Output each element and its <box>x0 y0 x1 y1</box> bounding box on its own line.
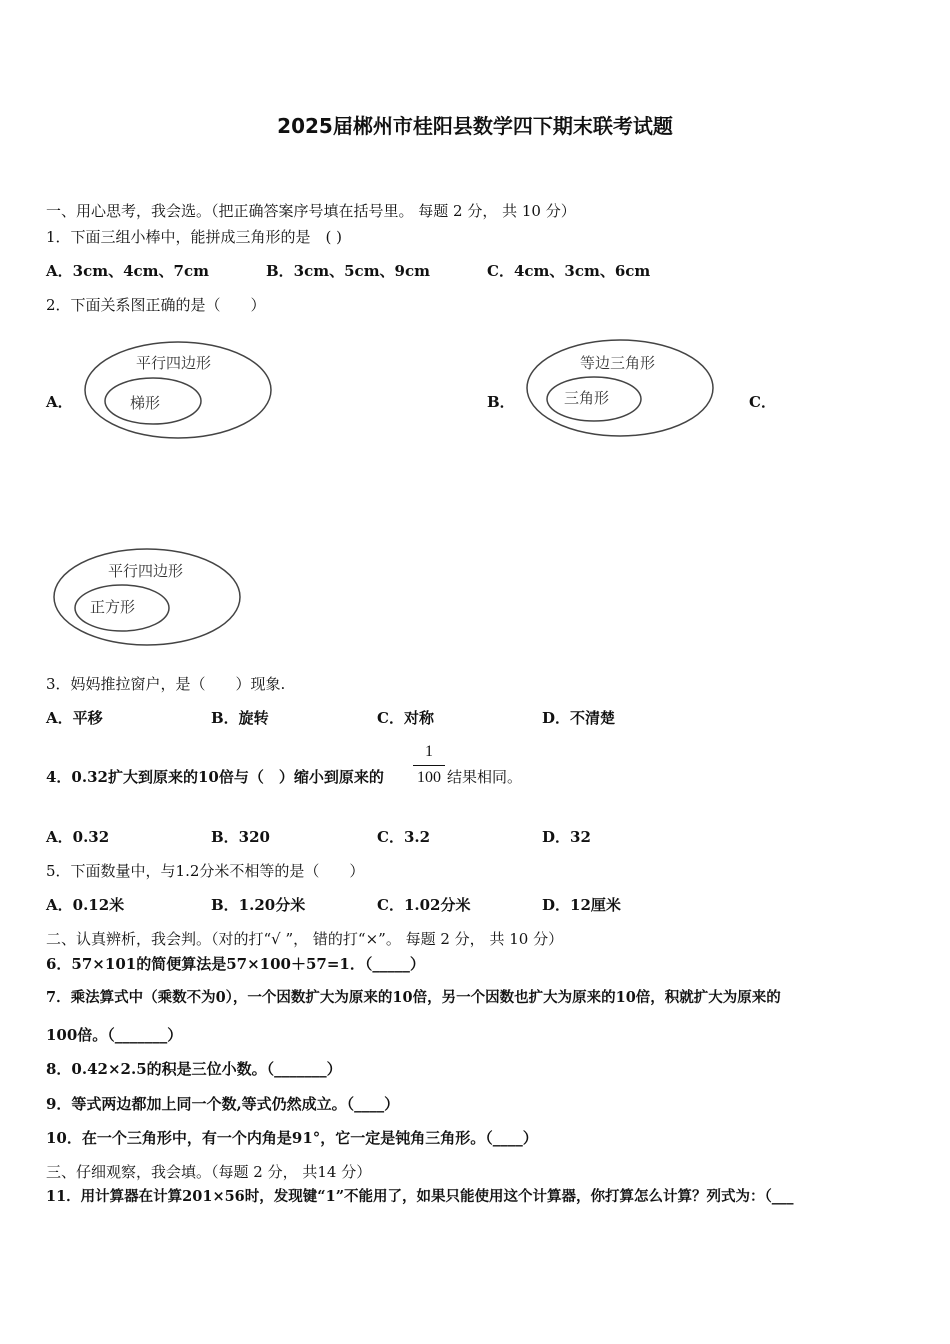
q3-option-a: A．平移 <box>46 709 103 727</box>
q5-option-c: C．1.02分米 <box>377 896 471 914</box>
q4-option-d: D．32 <box>542 828 591 846</box>
venn-b-outer-label: 等边三角形 <box>580 354 656 372</box>
q5-option-a: A．0.12米 <box>46 896 125 914</box>
venn-diagram-a <box>80 336 280 444</box>
q4-option-b: B．320 <box>211 828 270 846</box>
q1-stem: 1．下面三组小棒中，能拼成三角形的是 ( ) <box>46 228 343 246</box>
q9: 9．等式两边都加上同一个数,等式仍然成立。（____） <box>46 1095 400 1113</box>
q5-option-b: B．1.20分米 <box>211 896 306 914</box>
q11: 11．用计算器在计算201×56时，发现键“1”不能用了，如果只能使用这个计算器，你打算怎么计算？列式为：（___ <box>46 1188 794 1205</box>
venn-a-inner-label: 梯形 <box>130 394 161 412</box>
venn-a-outer-label: 平行四边形 <box>136 354 212 372</box>
venn-b-inner-label: 三角形 <box>564 389 610 407</box>
q4-stem-after: 结果相同。 <box>447 768 523 786</box>
q2-label-a: A． <box>46 393 73 411</box>
q3-option-d: D．不清楚 <box>542 709 616 727</box>
venn-diagram-b <box>522 336 722 444</box>
q1-option-b: B．3cm、5cm、9cm <box>266 262 431 280</box>
q10: 10．在一个三角形中，有一个内角是91°，它一定是钝角三角形。（____） <box>46 1129 538 1147</box>
venn-c-inner-label: 正方形 <box>90 598 136 616</box>
q3-option-b: B．旋转 <box>211 709 269 727</box>
q4-option-c: C．3.2 <box>377 828 431 846</box>
q7-line1: 7．乘法算式中（乘数不为0），一个因数扩大为原来的10倍，另一个因数也扩大为原来的10倍，积就扩大为原来的 <box>46 989 781 1006</box>
q1-option-c: C．4cm、3cm、6cm <box>487 262 651 280</box>
q2-stem: 2．下面关系图正确的是（ ） <box>46 296 266 314</box>
q1-option-a: A．3cm、4cm、7cm <box>46 262 209 280</box>
q6: 6．57×101的简便算法是57×100＋57=1．（_____） <box>46 955 425 973</box>
page-title: 2025届郴州市桂阳县数学四下期末联考试题 <box>277 114 673 138</box>
q5-option-d: D．12厘米 <box>542 896 621 914</box>
q2-label-b: B． <box>487 393 515 411</box>
q5-stem: 5．下面数量中，与1.2分米不相等的是（ ） <box>46 862 365 880</box>
q2-label-c: C． <box>749 393 776 411</box>
q4-option-a: A．0.32 <box>46 828 110 846</box>
section1-heading: 一、用心思考，我会选。（把正确答案序号填在括号里。 每题 2 分， 共 10 分） <box>46 202 576 220</box>
q4-stem-before: 4．0.32扩大到原来的10倍与（ ）缩小到原来的 <box>46 768 384 786</box>
q3-option-c: C．对称 <box>377 709 434 727</box>
venn-diagram-c <box>50 544 250 652</box>
q8: 8．0.42×2.5的积是三位小数。（_______） <box>46 1060 342 1078</box>
q4-fraction-denominator: 100 <box>417 769 441 786</box>
q4-fraction-bar <box>413 765 445 766</box>
section2-heading: 二、认真辨析，我会判。（对的打“√ ”， 错的打“×”。 每题 2 分， 共 10 分） <box>46 930 564 948</box>
q4-fraction-numerator: 1 <box>425 743 433 760</box>
section3-heading: 三、仔细观察，我会填。（每题 2 分， 共14 分） <box>46 1163 372 1181</box>
q7-line2: 100倍。（_______） <box>46 1026 183 1044</box>
venn-c-outer-label: 平行四边形 <box>108 562 184 580</box>
q3-stem: 3．妈妈推拉窗户，是（ ）现象. <box>46 675 286 693</box>
